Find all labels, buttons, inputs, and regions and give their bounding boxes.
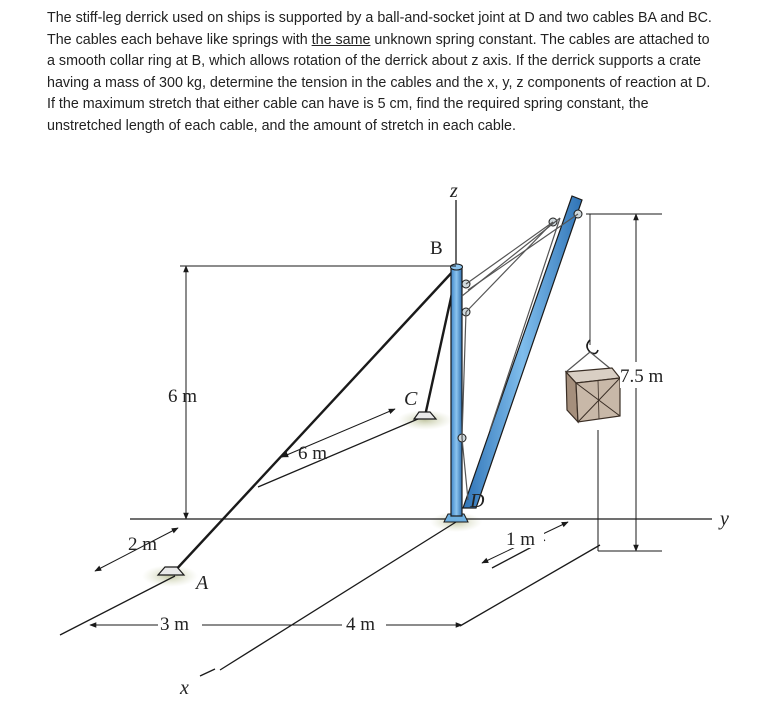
problem-line-4: having a mass of 300 kg, determine the tension in the cables and the x, y, z components of reaction at D.	[47, 74, 711, 91]
dim-3m-label: 3 m	[160, 614, 190, 635]
boom-rope	[490, 218, 560, 430]
rigging-rope-1	[466, 222, 553, 284]
ground-line-back	[258, 416, 425, 487]
ground-line-mid	[220, 522, 456, 670]
dim-7-5m-label: 7.5 m	[620, 366, 664, 387]
mast	[451, 266, 462, 516]
problem-line-5: If the maximum stretch that either cable can have is 5 cm, find the required spring constant, the	[47, 96, 649, 113]
dim-6m-mid-label: 6 m	[298, 443, 328, 464]
collar-ring-b	[451, 264, 463, 270]
y-axis-label: y	[720, 508, 729, 530]
point-c-label: C	[404, 388, 418, 410]
problem-line-6: unstretched length of each cable, and the amount of stretch in each cable.	[47, 117, 516, 134]
boom	[463, 196, 582, 508]
hoist-rope-mast	[462, 312, 466, 438]
x-axis-line	[60, 576, 175, 635]
problem-line-1: The stiff-leg derrick used on ships is supported by a ball-and-socket joint at D and two cables BA and BC.	[47, 10, 712, 26]
point-b-label: B	[430, 238, 443, 259]
x-axis-extension	[200, 669, 215, 676]
crate-icon	[566, 368, 620, 422]
point-d-label: D	[470, 490, 485, 512]
problem-line-2b: unknown spring constant. The cables are attached to	[370, 31, 710, 48]
z-axis-label: z	[450, 180, 458, 202]
sling-left	[566, 352, 590, 372]
sling-right	[590, 352, 612, 370]
hook-icon	[587, 340, 598, 354]
dim-4m-label: 4 m	[346, 614, 376, 635]
problem-line-2a: The cables each behave like springs with	[47, 31, 312, 48]
dim-1m-label: 1 m	[506, 529, 536, 550]
dim-2m-label: 2 m	[128, 534, 158, 555]
problem-line-3: a smooth collar ring at B, which allows rotation of the derrick about z axis. If the derrick supports a crate	[47, 53, 701, 70]
x-axis-label: x	[180, 677, 189, 699]
problem-underlined-phrase: the same	[311, 31, 371, 48]
hoist-rope-down	[462, 438, 468, 500]
ground-line-right	[460, 545, 600, 626]
point-a-label: A	[196, 572, 209, 594]
dim-6m-left-label: 6 m	[168, 386, 198, 407]
